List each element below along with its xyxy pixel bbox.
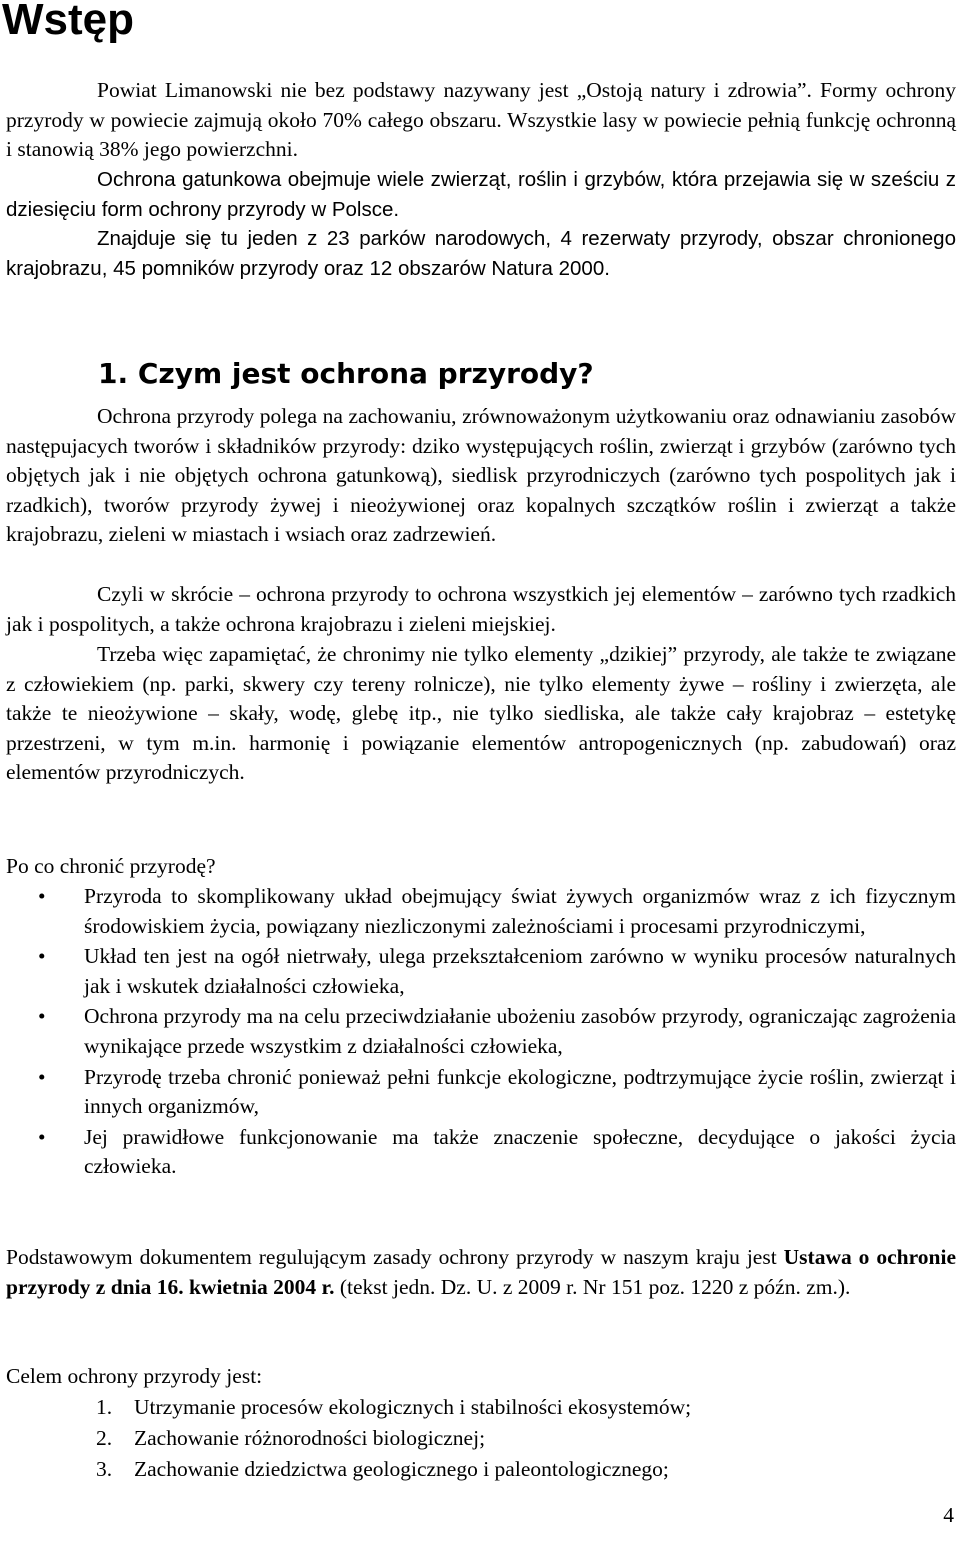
list-item bbox=[0, 1392, 691, 1423]
section-heading: 1. Czym jest ochrona przyrody? bbox=[98, 357, 594, 390]
bullet-icon: • bbox=[38, 884, 46, 908]
list-item-text: Ochrona przyrody ma na celu przeciwdziałanie ubożeniu zasobów przyrody, ograniczając zagrożenia wynikające przede wszystkim z działalności człowieka, bbox=[84, 1004, 956, 1058]
list-item bbox=[0, 882, 956, 941]
list-item-number: 1. bbox=[96, 1395, 113, 1419]
list-item-text: Przyroda to skomplikowany układ obejmujący świat żywych organizmów wraz z ich fizycznym środowiskiem życia, powiązany niezliczonymi zależnościami i procesami przyrodniczymi, bbox=[84, 884, 956, 938]
list-item-text: Zachowanie różnorodności biologicznej; bbox=[134, 1426, 486, 1450]
list-item-text: Układ ten jest na ogół nietrwały, ulega przekształceniom zarówno w wyniku procesów naturalnych jak i wskutek działalności człowieka, bbox=[84, 944, 956, 998]
list-item bbox=[0, 1063, 956, 1122]
section-paragraph-1: Ochrona przyrody polega na zachowaniu, zrównoważonym użytkowaniu oraz odnawianiu zasobów następujacych tworów i składników przyrody: dziko występujących roślin, zwierząt i grzybów (zarówno tych objętych jak i nie objętych ochrona gatunkową), siedlisk przyrodniczych (zarówno tych pospolitych jak i rzadkich), tworów przyrody żywej i nieożywionej oraz kopalnych szczątków roślin i zwierząt a także krajobrazu, zieleni w miastach i wsiach oraz zadrzewień. bbox=[6, 404, 956, 547]
list-item-text: Utrzymanie procesów ekologicznych i stabilności ekosystemów; bbox=[134, 1395, 692, 1419]
list-item bbox=[0, 942, 956, 1001]
list-item-text: Zachowanie dziedzictwa geologicznego i paleontologicznego; bbox=[134, 1457, 669, 1481]
list-item bbox=[0, 1002, 956, 1061]
goals-intro: Celem ochrony przyrody jest: bbox=[6, 1364, 263, 1388]
list-item-number: 3. bbox=[96, 1457, 113, 1481]
list-item bbox=[0, 1123, 956, 1182]
goals-list bbox=[0, 1392, 691, 1485]
intro-paragraph-2: Ochrona gatunkowa obejmuje wiele zwierząt, roślin i grzybów, która przejawia się w sześciu z dziesięciu form ochrony przyrody w Polsce. bbox=[6, 168, 956, 221]
reasons-list bbox=[0, 882, 956, 1183]
section-paragraph-2: Czyli w skrócie – ochrona przyrody to ochrona wszystkich jej elementów – zarówno tych rzadkich jak i pospolitych, a także ochrona krajobrazu i zieleni miejskiej. bbox=[6, 582, 956, 636]
list-item bbox=[0, 1454, 691, 1485]
law-text-before: Podstawowym dokumentem regulującym zasady ochrony przyrody w naszym kraju jest bbox=[6, 1245, 777, 1269]
page-title: Wstęp bbox=[2, 0, 134, 44]
intro-paragraph-1: Powiat Limanowski nie bez podstawy nazywany jest „Ostoją natury i zdrowia”. Formy ochrony przyrody w powiecie zajmują około 70% całego obszaru. Wszystkie lasy w powiecie pełnią funkcję ochronną i stanowią 38% jego powierzchni. bbox=[6, 78, 956, 162]
bullet-icon: • bbox=[38, 1004, 46, 1029]
page-number: 4 bbox=[943, 1503, 954, 1527]
section-paragraph-3: Trzeba więc zapamiętać, że chronimy nie tylko elementy „dzikiej” przyrody, ale także te związane z człowiekiem (np. parki, skwery czy tereny rolnicze), nie tylko elementy żywe – rośliny i zwierzęta, ale także te nieożywione – skały, wodę, glebę itp., nie tylko siedliska, ale także cały krajobraz – estetykę przestrzeni, w tym m.in. harmonię i powiązanie elementów antropogenicznych (np. zabudowań) oraz elementów przyrodniczych. bbox=[6, 642, 956, 785]
list-item bbox=[0, 1423, 691, 1454]
intro-paragraph-3: Znajduje się tu jeden z 23 parków narodowych, 4 rezerwaty przyrody, obszar chronionego krajobrazu, 45 pomników przyrody oraz 12 obszarów Natura 2000. bbox=[6, 227, 956, 280]
list-item-number: 2. bbox=[96, 1426, 113, 1450]
bullet-icon: • bbox=[38, 944, 46, 969]
why-question: Po co chronić przyrodę? bbox=[6, 854, 216, 878]
law-text-after: (tekst jedn. Dz. U. z 2009 r. Nr 151 poz. 1220 z późn. zm.). bbox=[339, 1274, 851, 1299]
list-item-text: Jej prawidłowe funkcjonowanie ma także znaczenie społeczne, decydujące o jakości życia człowieka. bbox=[84, 1124, 956, 1179]
list-item-text: Przyrodę trzeba chronić ponieważ pełni funkcje ekologiczne, podtrzymujące życie roślin, zwierząt i innych organizmów, bbox=[84, 1064, 956, 1119]
law-paragraph bbox=[6, 1243, 956, 1302]
bullet-icon: • bbox=[38, 1124, 46, 1149]
bullet-icon: • bbox=[38, 1064, 46, 1089]
law-act-title: Ustawa o ochronie przyrody z dnia 16. kwietnia 2004 r. bbox=[6, 1245, 956, 1299]
